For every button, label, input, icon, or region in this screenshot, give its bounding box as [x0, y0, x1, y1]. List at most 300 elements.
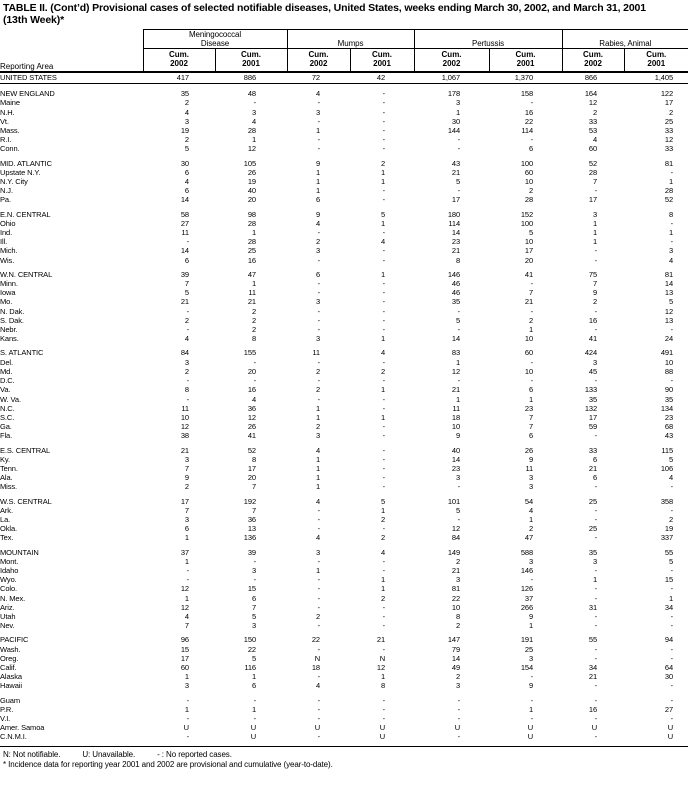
- year-label: 2001: [373, 58, 391, 68]
- reporting-area-cell: Mass.: [0, 126, 20, 136]
- value-cell: 9: [184, 473, 189, 483]
- value-cell: 81: [664, 158, 674, 168]
- value-cell: 1: [315, 186, 321, 196]
- reporting-area-cell: E.S. CENTRAL: [0, 445, 51, 455]
- value-cell: 43: [451, 158, 461, 168]
- value-cell: -: [317, 116, 321, 126]
- value-cell: 4: [315, 681, 321, 691]
- reporting-area-cell: Colo.: [0, 584, 18, 594]
- value-cell: 96: [180, 635, 189, 645]
- reporting-area-cell: Okla.: [0, 524, 18, 534]
- value-cell: 2: [315, 385, 321, 395]
- value-cell: 12: [664, 306, 674, 316]
- value-cell: -: [382, 315, 386, 325]
- value-cell: 60: [524, 348, 534, 358]
- value-cell: 100: [520, 218, 534, 228]
- value-cell: 2: [668, 514, 674, 524]
- value-cell: 8: [380, 681, 386, 691]
- table-row: [0, 482, 688, 491]
- value-cell: 144: [447, 126, 461, 136]
- table-row: [0, 297, 688, 306]
- value-cell: 21: [247, 297, 257, 307]
- value-cell: 4: [380, 237, 386, 247]
- value-cell: 20: [247, 473, 257, 483]
- value-cell: -: [186, 376, 189, 386]
- value-cell: 1: [315, 473, 321, 483]
- value-cell: 1: [251, 135, 257, 145]
- table-row: [0, 219, 688, 228]
- table-row: [0, 307, 688, 316]
- table-row: [0, 714, 688, 723]
- value-cell: -: [382, 463, 386, 473]
- table-row: [0, 705, 688, 714]
- value-cell: 28: [247, 237, 257, 247]
- reporting-area-cell: Va.: [0, 385, 11, 395]
- value-cell: -: [317, 98, 321, 108]
- value-cell: -: [594, 695, 598, 705]
- value-cell: 4: [184, 107, 189, 117]
- value-cell: -: [530, 714, 534, 723]
- value-cell: 2: [251, 315, 257, 325]
- value-cell: -: [530, 135, 534, 145]
- value-cell: 1: [315, 403, 321, 413]
- value-cell: 21: [451, 167, 461, 177]
- value-cell: 31: [588, 602, 598, 612]
- value-cell: 21: [588, 672, 598, 682]
- value-cell: 1: [315, 463, 321, 473]
- value-cell: 1: [592, 575, 598, 585]
- reporting-area-cell: Nev.: [0, 621, 15, 631]
- value-cell: 28: [664, 186, 674, 196]
- value-cell: 1: [315, 565, 321, 575]
- value-cell: 1: [184, 672, 189, 682]
- value-cell: 158: [520, 89, 534, 99]
- value-cell: 40: [451, 445, 461, 455]
- value-cell: -: [670, 653, 674, 663]
- value-cell: -: [382, 288, 386, 298]
- value-cell: 2: [380, 533, 386, 543]
- col-header-mumps-cum-2001: [350, 49, 414, 73]
- table-section: [0, 72, 688, 84]
- reporting-area-cell: Mont.: [0, 556, 19, 566]
- table-row: [0, 455, 688, 464]
- value-cell: 3: [528, 653, 534, 663]
- value-cell: -: [317, 144, 321, 154]
- value-cell: 19: [180, 126, 189, 136]
- value-cell: -: [594, 714, 598, 723]
- value-cell: -: [253, 714, 257, 723]
- value-cell: -: [382, 422, 386, 432]
- value-cell: 5: [455, 177, 461, 187]
- value-cell: 90: [664, 385, 674, 395]
- table-row: [0, 524, 688, 533]
- value-cell: 3: [184, 681, 189, 691]
- value-cell: 16: [247, 255, 257, 265]
- value-cell: 1: [668, 177, 674, 187]
- value-cell: 21: [451, 565, 461, 575]
- value-cell: 6: [184, 524, 189, 534]
- year-label: 2001: [242, 58, 260, 68]
- value-cell: 126: [520, 584, 534, 594]
- table-row: [0, 144, 688, 153]
- value-cell: -: [382, 394, 386, 404]
- value-cell: 10: [180, 412, 189, 422]
- table-section: [0, 441, 688, 492]
- value-cell: 5: [668, 556, 674, 566]
- value-cell: 4: [251, 116, 257, 126]
- value-cell: 21: [180, 297, 189, 307]
- value-cell: 14: [664, 279, 674, 289]
- value-cell: 7: [184, 505, 189, 515]
- value-cell: -: [382, 403, 386, 413]
- value-cell: -: [382, 454, 386, 464]
- value-cell: -: [382, 376, 386, 386]
- footnote-provisional-note: * Incidence data for reporting year 2001 and 2002 are provisional and cumulative (year-to-date).: [3, 759, 333, 769]
- table-section: [0, 343, 688, 440]
- value-cell: -: [594, 681, 598, 691]
- reporting-area-cell: NEW ENGLAND: [0, 89, 55, 99]
- value-cell: 72: [287, 72, 350, 84]
- value-cell: 1: [528, 514, 534, 524]
- reporting-area-cell: Utah: [0, 611, 16, 621]
- value-cell: -: [530, 695, 534, 705]
- value-cell: 60: [180, 662, 189, 672]
- value-cell: 136: [243, 533, 257, 543]
- value-cell: U: [527, 723, 534, 733]
- value-cell: 5: [528, 228, 534, 238]
- value-cell: 12: [247, 412, 257, 422]
- value-cell: 4: [315, 533, 321, 543]
- year-label: 2002: [584, 58, 602, 68]
- value-cell: -: [530, 279, 534, 289]
- reporting-area-cell: Alaska: [0, 672, 22, 682]
- value-cell: 14: [451, 653, 461, 663]
- value-cell: -: [530, 98, 534, 108]
- value-cell: 7: [528, 412, 534, 422]
- value-cell: -: [594, 533, 598, 543]
- value-cell: 3: [455, 575, 461, 585]
- value-cell: 1: [455, 394, 461, 404]
- value-cell: 114: [521, 126, 534, 136]
- table-section: [0, 543, 688, 631]
- value-cell: 101: [447, 496, 461, 506]
- value-cell: 337: [660, 533, 674, 543]
- value-cell: -: [317, 315, 321, 325]
- value-cell: 1,067: [414, 72, 489, 84]
- value-cell: 34: [588, 662, 598, 672]
- value-cell: 7: [528, 288, 534, 298]
- table-row: [0, 117, 688, 126]
- value-cell: 3: [455, 681, 461, 691]
- reporting-area-cell: Ark.: [0, 505, 13, 515]
- value-cell: 12: [180, 602, 189, 612]
- reporting-area-cell: Miss.: [0, 482, 17, 492]
- value-cell: 7: [251, 482, 257, 492]
- value-cell: N: [314, 653, 321, 663]
- value-cell: 42: [350, 72, 414, 84]
- table-row: [0, 594, 688, 603]
- value-cell: 16: [588, 315, 598, 325]
- value-cell: 22: [247, 644, 257, 654]
- value-cell: 2: [251, 325, 257, 335]
- value-cell: -: [382, 704, 386, 714]
- group-label-line2: Rabies, Animal: [599, 39, 652, 48]
- value-cell: 1: [592, 237, 598, 247]
- value-cell: 2: [592, 107, 598, 117]
- col-header-pertussis-cum-2001: [489, 49, 562, 73]
- reporting-area-cell: Nebr.: [0, 325, 18, 335]
- value-cell: U: [454, 723, 461, 733]
- value-cell: 46: [451, 288, 461, 298]
- value-cell: 6: [592, 454, 598, 464]
- reporting-area-cell: Md.: [0, 366, 13, 376]
- value-cell: 6: [528, 144, 534, 154]
- value-cell: 25: [664, 116, 674, 126]
- value-cell: -: [317, 325, 321, 335]
- value-cell: 10: [524, 334, 534, 344]
- value-cell: -: [594, 644, 598, 654]
- value-cell: 1: [380, 672, 386, 682]
- value-cell: -: [594, 306, 598, 316]
- value-cell: 28: [588, 167, 598, 177]
- value-cell: -: [670, 644, 674, 654]
- value-cell: U: [250, 732, 257, 742]
- table-row: [0, 395, 688, 404]
- value-cell: -: [317, 228, 321, 238]
- value-cell: -: [670, 325, 674, 335]
- value-cell: 13: [664, 315, 674, 325]
- value-cell: 152: [520, 209, 534, 219]
- value-cell: 16: [588, 704, 598, 714]
- reporting-area-cell: W. Va.: [0, 394, 21, 404]
- value-cell: 2: [315, 422, 321, 432]
- value-cell: -: [317, 135, 321, 145]
- value-cell: -: [186, 575, 189, 585]
- value-cell: 1: [380, 412, 386, 422]
- value-cell: -: [317, 644, 321, 654]
- table-section: [0, 154, 688, 205]
- value-cell: 98: [247, 209, 257, 219]
- value-cell: 9: [315, 209, 321, 219]
- value-cell: 14: [451, 454, 461, 464]
- value-cell: 3: [251, 107, 257, 117]
- value-cell: 3: [455, 98, 461, 108]
- value-cell: 38: [180, 431, 189, 441]
- value-cell: 11: [181, 403, 189, 413]
- value-cell: -: [670, 505, 674, 515]
- reporting-area-cell: Ariz.: [0, 602, 15, 612]
- value-cell: 81: [664, 269, 674, 279]
- reporting-area-cell: N. Mex.: [0, 593, 26, 603]
- value-cell: 27: [180, 218, 189, 228]
- table-row: [0, 672, 688, 681]
- value-cell: 25: [247, 246, 257, 256]
- value-cell: -: [382, 482, 386, 492]
- value-cell: 68: [664, 422, 674, 432]
- table-row: [0, 256, 688, 265]
- value-cell: 134: [660, 403, 674, 413]
- value-cell: 16: [247, 385, 257, 395]
- value-cell: -: [253, 376, 257, 386]
- value-cell: -: [594, 593, 598, 603]
- value-cell: 24: [664, 334, 674, 344]
- value-cell: 1: [455, 107, 461, 117]
- value-cell: 8: [251, 454, 257, 464]
- value-cell: 52: [588, 158, 598, 168]
- value-cell: 1: [380, 575, 386, 585]
- value-cell: 3: [455, 473, 461, 483]
- value-cell: 12: [247, 144, 257, 154]
- value-cell: 10: [664, 357, 674, 367]
- value-cell: -: [317, 672, 321, 682]
- value-cell: -: [457, 695, 461, 705]
- value-cell: 23: [664, 412, 674, 422]
- year-label: 2001: [647, 58, 666, 68]
- reporting-area-cell: S. Dak.: [0, 315, 24, 325]
- value-cell: 47: [247, 269, 257, 279]
- table-row: [0, 732, 688, 741]
- value-cell: 55: [664, 547, 674, 557]
- value-cell: -: [317, 524, 321, 534]
- value-cell: -: [253, 695, 257, 705]
- value-cell: 8: [184, 385, 189, 395]
- value-cell: -: [186, 394, 189, 404]
- reporting-area-cell: Iowa: [0, 288, 16, 298]
- value-cell: 12: [451, 524, 461, 534]
- value-cell: 6: [528, 385, 534, 395]
- value-cell: 15: [664, 575, 674, 585]
- reporting-area-cell: Wyo.: [0, 575, 17, 585]
- value-cell: 11: [181, 228, 189, 238]
- value-cell: 46: [451, 279, 461, 289]
- value-cell: -: [317, 556, 321, 566]
- value-cell: -: [382, 186, 386, 196]
- value-cell: -: [670, 681, 674, 691]
- value-cell: 55: [588, 635, 598, 645]
- col-header-meningococcal-cum-2001: [215, 49, 287, 73]
- table-row: [0, 334, 688, 343]
- value-cell: -: [317, 376, 321, 386]
- reporting-area-cell: Wis.: [0, 255, 15, 265]
- legend-no-reported-cases: - : No reported cases.: [157, 749, 232, 759]
- value-cell: U: [667, 732, 674, 742]
- table-row: [0, 630, 688, 644]
- value-cell: 1,405: [624, 72, 688, 84]
- value-cell: 21: [451, 385, 461, 395]
- value-cell: 2: [455, 621, 461, 631]
- value-cell: 36: [247, 514, 257, 524]
- table-row: [0, 367, 688, 376]
- value-cell: 39: [247, 547, 257, 557]
- value-cell: 12: [664, 135, 674, 145]
- value-cell: 64: [664, 662, 674, 672]
- value-cell: 2: [592, 297, 598, 307]
- value-cell: 1: [184, 704, 189, 714]
- value-cell: -: [530, 672, 534, 682]
- value-cell: 1: [315, 167, 321, 177]
- value-cell: 22: [311, 635, 321, 645]
- value-cell: -: [382, 306, 386, 316]
- value-cell: 1: [315, 482, 321, 492]
- value-cell: 417: [143, 72, 215, 84]
- value-cell: 5: [251, 653, 257, 663]
- table-row: [0, 533, 688, 542]
- value-cell: 17: [588, 412, 598, 422]
- reporting-area-cell: W.N. CENTRAL: [0, 269, 53, 279]
- value-cell: 37: [524, 593, 534, 603]
- value-cell: 33: [664, 126, 674, 136]
- value-cell: 6: [184, 255, 189, 265]
- value-cell: 5: [455, 505, 461, 515]
- value-cell: -: [670, 218, 674, 228]
- value-cell: 47: [524, 533, 534, 543]
- reporting-area-cell: Ind.: [0, 228, 13, 238]
- value-cell: -: [382, 644, 386, 654]
- value-cell: 155: [243, 348, 257, 358]
- value-cell: 1,370: [489, 72, 562, 84]
- value-cell: 9: [528, 611, 534, 621]
- value-cell: 2: [528, 186, 534, 196]
- value-cell: 3: [315, 547, 321, 557]
- value-cell: -: [457, 376, 461, 386]
- value-cell: 191: [520, 635, 534, 645]
- value-cell: 132: [584, 403, 598, 413]
- value-cell: -: [317, 602, 321, 612]
- reporting-area-cell: Mo.: [0, 297, 13, 307]
- value-cell: 266: [520, 602, 534, 612]
- value-cell: 2: [380, 158, 386, 168]
- group-label-line2: Pertussis: [472, 39, 505, 48]
- table-row: [0, 654, 688, 663]
- table-row: [0, 154, 688, 168]
- value-cell: 491: [660, 348, 674, 358]
- value-cell: 49: [451, 662, 461, 672]
- value-cell: 17: [247, 463, 257, 473]
- table-section: [0, 265, 688, 344]
- value-cell: -: [382, 116, 386, 126]
- value-cell: 3: [184, 454, 189, 464]
- value-cell: 1: [380, 177, 386, 187]
- value-cell: 7: [528, 422, 534, 432]
- reporting-area-cell: Conn.: [0, 144, 20, 154]
- group-header-meningococcal-disease: [143, 30, 287, 49]
- value-cell: 1: [592, 228, 598, 238]
- value-cell: -: [530, 575, 534, 585]
- value-cell: 14: [180, 246, 189, 256]
- value-cell: 4: [315, 89, 321, 99]
- value-cell: 33: [664, 144, 674, 154]
- value-cell: 12: [180, 422, 189, 432]
- group-header-rabies-animal: [562, 30, 688, 49]
- value-cell: 30: [180, 158, 189, 168]
- group-label-line2: Disease: [200, 39, 230, 48]
- value-cell: -: [382, 255, 386, 265]
- value-cell: 4: [184, 334, 189, 344]
- group-label-line2: Mumps: [337, 39, 364, 48]
- value-cell: 20: [524, 255, 534, 265]
- table-title-block: [0, 3, 688, 26]
- value-cell: -: [670, 237, 674, 247]
- value-cell: 35: [451, 297, 461, 307]
- value-cell: -: [382, 89, 386, 99]
- value-cell: 52: [247, 445, 257, 455]
- reporting-area-cell: Mich.: [0, 246, 18, 256]
- value-cell: 9: [315, 158, 321, 168]
- value-cell: 21: [376, 635, 386, 645]
- value-cell: 40: [247, 186, 257, 196]
- value-cell: 27: [664, 704, 674, 714]
- value-cell: -: [253, 575, 257, 585]
